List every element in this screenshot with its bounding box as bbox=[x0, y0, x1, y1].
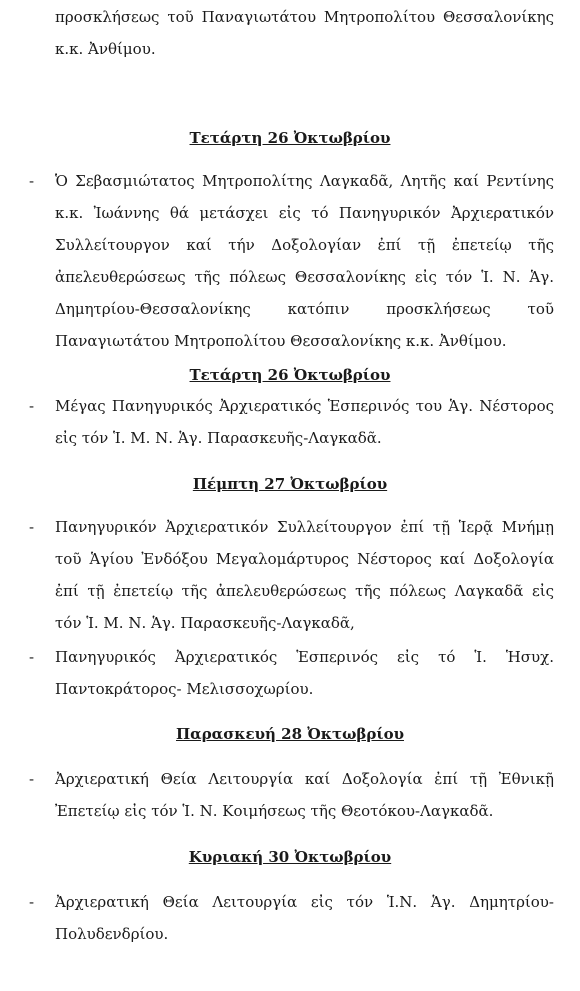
intro-paragraph: προσκλήσεως τοῦ Παναγιωτάτου Μητροπολίτου Θεσσαλονίκης κ.κ. Ἀνθίμου. bbox=[55, 8, 554, 58]
bullet-dash: - bbox=[29, 172, 35, 190]
bullet-dash: - bbox=[29, 770, 35, 788]
section-heading-5: Κυριακή 30 Ὀκτωβρίου bbox=[188, 848, 392, 866]
bullet-dash: - bbox=[29, 397, 35, 415]
list-item bbox=[29, 641, 554, 705]
list-item bbox=[29, 165, 554, 357]
bullet-dash: - bbox=[29, 648, 35, 666]
list-item bbox=[29, 886, 554, 950]
section-heading-4: Παρασκευή 28 Ὀκτωβρίου bbox=[175, 725, 404, 743]
section-heading-2: Τετάρτη 26 Ὀκτωβρίου bbox=[189, 366, 391, 384]
list-item-text: Ἀρχιερατική Θεία Λειτουργία καί Δοξολογία ἐπί τῇ Ἐθνικῇ Ἐπετείῳ εἰς τόν Ἱ. Ν. Κοιμήσεως τῆς Θεοτόκου-Λαγκαδᾶ. bbox=[55, 770, 554, 820]
section-heading-3: Πέμπτη 27 Ὀκτωβρίου bbox=[192, 475, 388, 493]
list-item-text: Ὁ Σεβασμιώτατος Μητροπολίτης Λαγκαδᾶ, Λητῆς καί Ρεντίνης κ.κ. Ἰωάννης θά μετάσχει εἰς τό Πανηγυρικόν Ἀρχιερατικόν Συλλείτουργον καί τήν Δοξολογίαν ἐπί τῇ ἐπετείῳ τῆς ἀπελευθερώσεως τῆς πόλεως Θεσσαλονίκης εἰς τόν Ἱ. Ν. Ἁγ. Δημητρίου-Θεσσαλονίκης κατόπιν προσκλήσεως τοῦ Παναγιωτάτου Μητροπολίτου Θεσσαλονίκης κ.κ. Ἀνθίμου. bbox=[55, 172, 554, 350]
list-item-text: Πανηγυρικόν Ἀρχιερατικόν Συλλείτουργον ἐπί τῇ Ἱερᾷ Μνήμῃ τοῦ Ἁγίου Ἐνδόξου Μεγαλομάρτυρος Νέστορος καί Δοξολογία ἐπί τῇ ἐπετείῳ τῆς ἀπελευθερώσεως τῆς πόλεως Λαγκαδᾶ εἰς τόν Ἱ. Μ. Ν. Ἁγ. Παρασκευῆς-Λαγκαδᾶ, bbox=[55, 518, 554, 632]
list-item bbox=[29, 390, 554, 454]
bullet-dash: - bbox=[29, 518, 35, 536]
list-item-text: Ἀρχιερατική Θεία Λειτουργία εἰς τόν Ἱ.Ν. Ἁγ. Δημητρίου-Πολυδενδρίου. bbox=[55, 893, 554, 943]
section-heading-1: Τετάρτη 26 Ὀκτωβρίου bbox=[189, 129, 391, 147]
list-item-text: Μέγας Πανηγυρικός Ἀρχιερατικός Ἑσπερινός του Ἁγ. Νέστορος εἰς τόν Ἱ. Μ. Ν. Ἁγ. Παρασκευῆς-Λαγκαδᾶ. bbox=[55, 397, 554, 447]
bullet-dash: - bbox=[29, 893, 35, 911]
list-item bbox=[29, 511, 554, 639]
list-item-text: Πανηγυρικός Ἀρχιερατικός Ἑσπερινός εἰς τό Ἱ. Ἡσυχ. Παντοκράτορος- Μελισσοχωρίου. bbox=[55, 648, 554, 698]
list-item bbox=[29, 763, 554, 827]
